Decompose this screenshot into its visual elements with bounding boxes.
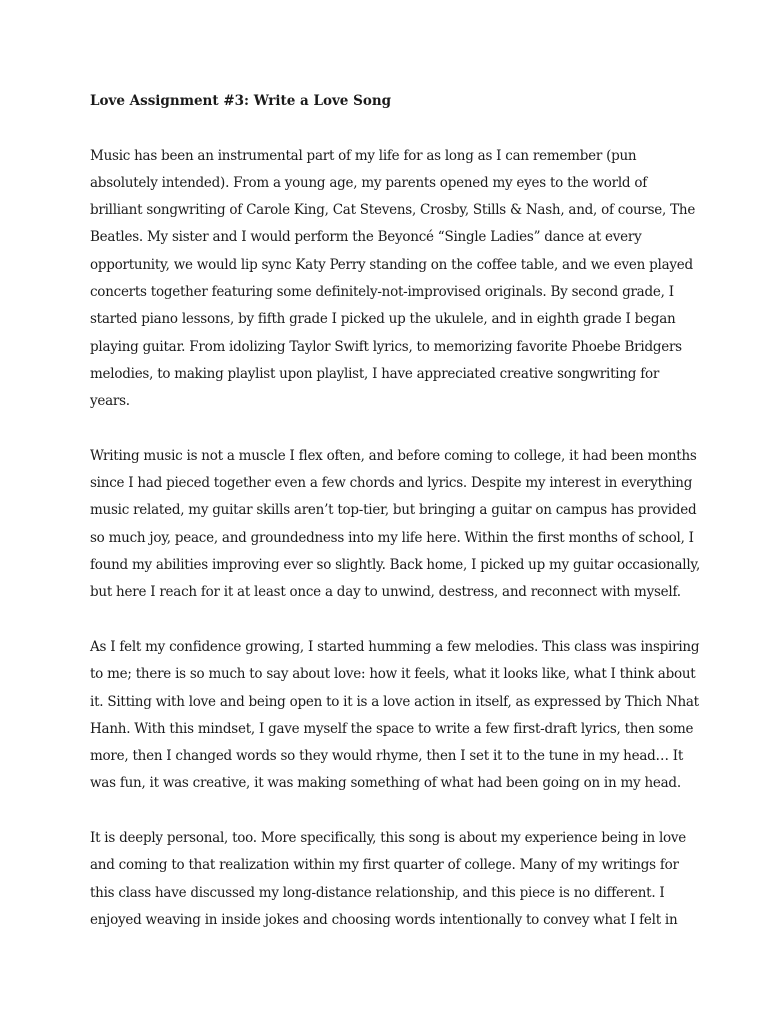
paragraph-line: As I felt my confidence growing, I started humming a few melodies. This class was inspiring — [90, 638, 700, 655]
paragraph-line: it. Sitting with love and being open to it is a love action in itself, as expressed by Thich Nhat — [90, 693, 699, 710]
paragraph-line: absolutely intended). From a young age, my parents opened my eyes to the world of — [90, 174, 647, 191]
paragraph-line: found my abilities improving ever so slightly. Back home, I picked up my guitar occasionally, — [90, 557, 701, 574]
paragraph-2 — [90, 443, 701, 607]
paragraph-line: Hanh. With this mindset, I gave myself the space to write a few first-draft lyrics, then some — [90, 720, 694, 737]
document-title: Love Assignment #3: Write a Love Song — [90, 93, 392, 109]
paragraph-line: this class have discussed my long-distance relationship, and this piece is no different. I — [90, 884, 665, 901]
paragraph-line: started piano lessons, by fifth grade I picked up the ukulele, and in eighth grade I began — [90, 311, 676, 328]
paragraph-line: brilliant songwriting of Carole King, Cat Stevens, Crosby, Stills & Nash, and, of course, The — [90, 202, 696, 219]
paragraph-line: music related, my guitar skills aren’t top-tier, but bringing a guitar on campus has provided — [90, 502, 697, 519]
paragraph-line: Writing music is not a muscle I flex often, and before coming to college, it had been months — [90, 447, 697, 464]
paragraph-line: since I had pieced together even a few chords and lyrics. Despite my interest in everything — [90, 475, 693, 492]
paragraph-line: was fun, it was creative, it was making something of what had been going on in my head. — [90, 775, 681, 792]
paragraph-line: Music has been an instrumental part of my life for as long as I can remember (pun — [90, 147, 637, 164]
paragraph-4 — [90, 825, 690, 934]
paragraph-line: melodies, to making playlist upon playlist, I have appreciated creative songwriting for — [90, 365, 660, 382]
paragraph-line: playing guitar. From idolizing Taylor Swift lyrics, to memorizing favorite Phoebe Bridgers — [90, 338, 682, 355]
paragraph-line: so much joy, peace, and groundedness into my life here. Within the first months of school, I — [90, 529, 694, 546]
paragraph-line: It is deeply personal, too. More specifically, this song is about my experience being in love — [90, 830, 687, 847]
document-page — [90, 88, 701, 962]
paragraph-line: years. — [90, 393, 130, 410]
paragraph-line: and coming to that realization within my first quarter of college. Many of my writings for — [90, 857, 679, 874]
paragraph-3 — [90, 634, 700, 798]
paragraph-line: but here I reach for it at least once a day to unwind, destress, and reconnect with myself. — [90, 584, 681, 601]
paragraph-line: opportunity, we would lip sync Katy Perry standing on the coffee table, and we even played — [90, 256, 693, 273]
paragraph-line: concerts together featuring some definitely-not-improvised originals. By second grade, I — [90, 284, 674, 301]
paragraph-1 — [90, 143, 696, 416]
paragraph-line: to me; there is so much to say about love: how it feels, what it looks like, what I think about — [90, 666, 696, 683]
paragraph-line: more, then I changed words so they would rhyme, then I set it to the tune in my head… It — [90, 748, 684, 765]
paragraph-line: Beatles. My sister and I would perform the Beyoncé “Single Ladies” dance at every — [90, 229, 642, 246]
paragraph-line: enjoyed weaving in inside jokes and choosing words intentionally to convey what I felt in — [90, 911, 678, 928]
